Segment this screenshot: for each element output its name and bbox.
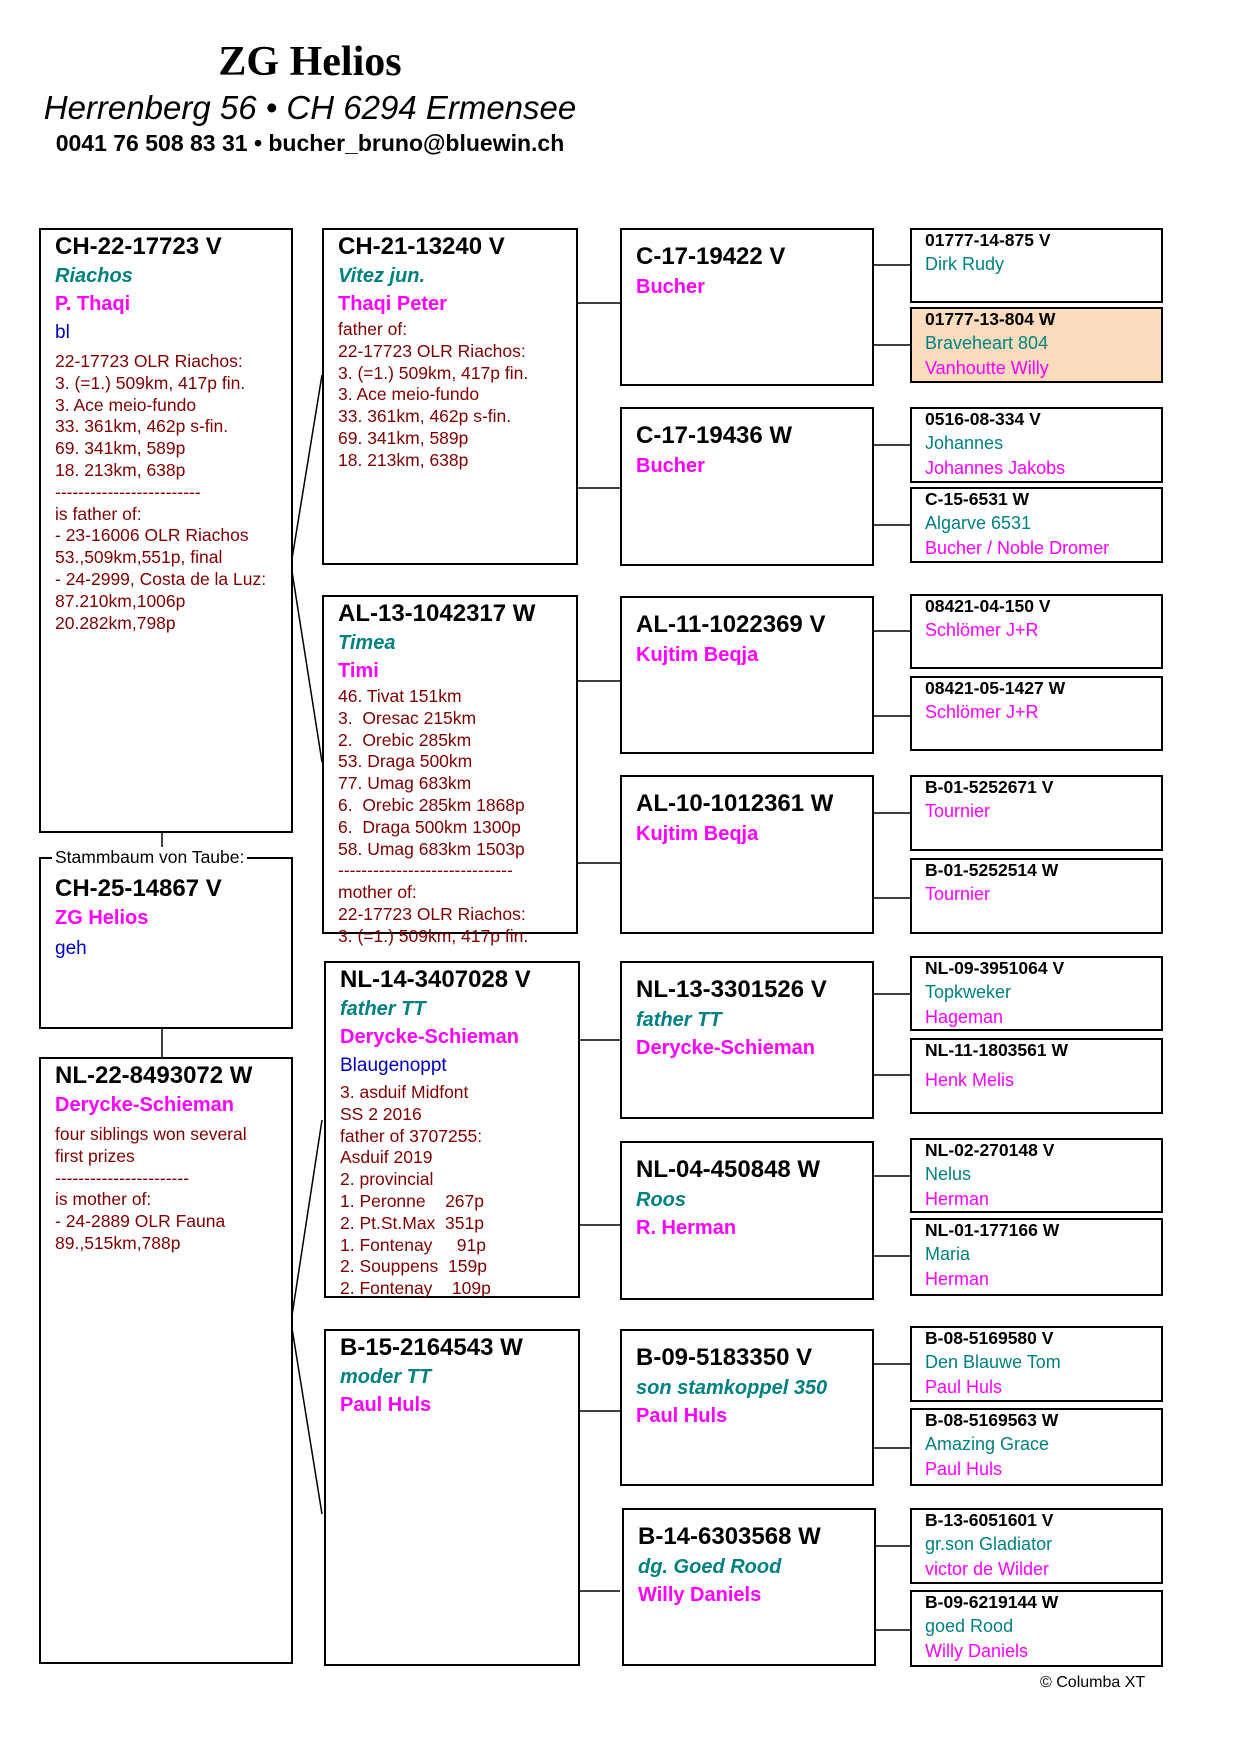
pigeon-name: Den Blauwe Tom <box>925 1352 1061 1372</box>
pigeon-breeder: Herman <box>925 1189 990 1209</box>
pigeon-ring: NL-13-3301526 V <box>636 976 827 1003</box>
pigeon-color: bl <box>55 322 70 343</box>
pigeon-breeder: Schlömer J+R <box>925 620 1039 640</box>
mother-card <box>39 1057 293 1664</box>
pigeon-ring: 0516-08-334 V <box>925 409 1041 429</box>
pigeon-name: gr.son Gladiator <box>925 1534 1053 1554</box>
pigeon-breeder: Tournier <box>925 884 991 904</box>
pigeon-ring: NL-01-177166 W <box>925 1220 1060 1240</box>
pigeon-breeder: P. Thaqi <box>55 293 131 315</box>
pigeon-name: Algarve 6531 <box>925 513 1032 533</box>
pigeon-breeder: Paul Huls <box>925 1377 1003 1397</box>
gen4-card <box>910 858 1163 934</box>
pigeon-ring: 01777-13-804 W <box>925 309 1056 329</box>
subject-card <box>39 857 293 1029</box>
pigeon-ring: NL-04-450848 W <box>636 1156 821 1183</box>
pigeon-ring: AL-13-1042317 W <box>338 600 536 627</box>
pigeon-color: geh <box>55 938 87 959</box>
gen4-card <box>910 487 1163 563</box>
gen4-card <box>910 1138 1163 1213</box>
pigeon-ring: NL-09-3951064 V <box>925 958 1065 978</box>
pigeon-breeder: Tournier <box>925 801 991 821</box>
pigeon-name: Riachos <box>55 265 133 287</box>
pigeon-name: goed Rood <box>925 1616 1014 1636</box>
pigeon-notes: 22-17723 OLR Riachos: 3. (=1.) 509km, 417p fin. 3. Ace meio-fundo 33. 361km, 462p s-fin. 69. 341km, 589p 18. 213km, 638p ------------------------- is father of: - 23-16006 OLR Riachos 53.,509km,551p, final - 24-2999, Costa de la Luz: 87.210km,1006p 20.282km,798p <box>55 351 267 633</box>
pigeon-ring: CH-25-14867 V <box>55 875 222 902</box>
pigeon-name: Maria <box>925 1244 971 1264</box>
breeder-address: Herrenberg 56 • CH 6294 Ermensee <box>43 89 577 126</box>
pigeon-breeder: Bucher / Noble Dromer <box>925 538 1110 558</box>
gen3-card <box>620 228 874 386</box>
pigeon-breeder: Paul Huls <box>340 1394 432 1416</box>
pigeon-ring: B-14-6303568 W <box>638 1523 821 1550</box>
pigeon-ring: CH-22-17723 V <box>55 233 222 260</box>
gen4-card <box>910 1508 1163 1584</box>
pigeon-breeder: Derycke-Schieman <box>55 1094 234 1116</box>
pigeon-name: son stamkoppel 350 <box>636 1377 828 1399</box>
pigeon-notes: 46. Tivat 151km 3. Oresac 215km 2. Orebic 285km 53. Draga 500km 77. Umag 683km 6. Orebic 285km 1868p 6. Draga 500km 1300p 58. Umag 683km 1503p ------------------------------ mother of: 22-17723 OLR Riachos: 3. (=1.) 509km, 417p fin. <box>338 686 529 946</box>
gen3-card <box>620 407 874 566</box>
pigeon-breeder: Herman <box>925 1269 990 1289</box>
gen3-card <box>622 1508 876 1666</box>
stammbaum-label: Stammbaum von Taube: <box>52 847 247 867</box>
pigeon-ring: B-08-5169580 V <box>925 1328 1054 1348</box>
pigeon-ring: B-15-2164543 W <box>340 1334 523 1361</box>
pigeon-ring: B-01-5252514 W <box>925 860 1059 880</box>
gen4-card <box>910 594 1163 669</box>
pigeon-color: Blaugenoppt <box>340 1055 447 1076</box>
pigeon-name: dg. Goed Rood <box>638 1556 782 1578</box>
pigeon-breeder: R. Herman <box>636 1217 737 1239</box>
copyright-note: © Columba XT <box>1040 1674 1146 1691</box>
pigeon-ring: NL-02-270148 V <box>925 1140 1055 1160</box>
pigeon-ring: NL-14-3407028 V <box>340 966 531 993</box>
pigeon-ring: AL-11-1022369 V <box>636 611 826 638</box>
gen4-card <box>910 1038 1163 1114</box>
pigeon-name: Nelus <box>925 1164 972 1184</box>
gen4-card <box>910 1408 1163 1486</box>
pigeon-ring: B-09-5183350 V <box>636 1344 813 1371</box>
gen3-card <box>620 1141 874 1300</box>
pigeon-name: father TT <box>636 1009 722 1031</box>
pigeon-ring: B-13-6051601 V <box>925 1510 1054 1530</box>
pigeon-notes: four siblings won several first prizes ----------------------- is mother of: - 24-2889 OLR Fauna 89.,515km,788p <box>55 1124 247 1253</box>
pigeon-ring: CH-21-13240 V <box>338 233 505 260</box>
pigeon-notes: father of: 22-17723 OLR Riachos: 3. (=1.) 509km, 417p fin. 3. Ace meio-fundo 33. 361km, 462p s-fin. 69. 341km, 589p 18. 213km, 638p <box>338 319 529 470</box>
pigeon-breeder: Timi <box>338 660 379 682</box>
pigeon-breeder: Paul Huls <box>636 1405 728 1427</box>
pigeon-ring: 01777-14-875 V <box>925 230 1051 250</box>
pigeon-breeder: Bucher <box>636 455 705 477</box>
pigeon-name: Braveheart 804 <box>925 333 1049 353</box>
pigeon-ring: NL-22-8493072 W <box>55 1062 253 1089</box>
pigeon-breeder: ZG Helios <box>55 907 149 929</box>
pigeon-name: Amazing Grace <box>925 1434 1050 1454</box>
gen4-card <box>910 676 1163 751</box>
pigeon-ring: C-17-19422 V <box>636 243 786 270</box>
pigeon-name: father TT <box>340 998 426 1020</box>
gen4-card <box>910 407 1163 483</box>
gen4-card <box>910 775 1163 851</box>
sire-father-card <box>322 228 578 565</box>
sire-mother-card <box>322 595 578 946</box>
pigeon-ring: B-08-5169563 W <box>925 1410 1059 1430</box>
pigeon-name: Dirk Rudy <box>925 254 1005 274</box>
gen3-card <box>620 1329 874 1486</box>
pigeon-breeder: Henk Melis <box>925 1070 1015 1090</box>
gen4-card <box>910 228 1163 303</box>
pigeon-ring: 08421-04-150 V <box>925 596 1051 616</box>
pigeon-breeder: Bucher <box>636 276 705 298</box>
gen3-card <box>620 961 874 1119</box>
pigeon-breeder: Paul Huls <box>925 1459 1003 1479</box>
pigeon-breeder: Kujtim Beqja <box>636 644 759 666</box>
dam-father-card <box>324 961 580 1298</box>
pigeon-breeder: Willy Daniels <box>638 1584 762 1606</box>
page-title: ZG Helios <box>218 39 402 85</box>
pigeon-breeder: Hageman <box>925 1007 1004 1027</box>
gen4-card <box>910 1218 1163 1296</box>
pigeon-breeder: Johannes Jakobs <box>925 458 1066 478</box>
dam-mother-card <box>324 1329 580 1666</box>
pigeon-name: Johannes <box>925 433 1004 453</box>
gen3-card <box>620 596 874 754</box>
pigeon-name: Timea <box>338 632 396 654</box>
gen4-card <box>910 1590 1163 1667</box>
pigeon-breeder: Derycke-Schieman <box>636 1037 815 1059</box>
pigeon-ring: B-09-6219144 W <box>925 1592 1059 1612</box>
pigeon-breeder: Schlömer J+R <box>925 702 1039 722</box>
pigeon-breeder: Vanhoutte Willy <box>925 358 1049 378</box>
pigeon-breeder: victor de Wilder <box>925 1559 1050 1579</box>
pigeon-ring: NL-11-1803561 W <box>925 1040 1068 1060</box>
pigeon-breeder: Kujtim Beqja <box>636 823 759 845</box>
breeder-contact: 0041 76 508 83 31 • bucher_bruno@bluewin.ch <box>55 130 565 156</box>
pigeon-ring: B-01-5252671 V <box>925 777 1054 797</box>
gen4-card <box>910 956 1163 1031</box>
pigeon-ring: 08421-05-1427 W <box>925 678 1066 698</box>
pigeon-name: Roos <box>636 1189 686 1211</box>
pigeon-breeder: Willy Daniels <box>925 1641 1029 1661</box>
pigeon-name: moder TT <box>340 1366 432 1388</box>
father-card <box>39 228 293 833</box>
pigeon-name: Vitez jun. <box>338 265 426 287</box>
gen3-card <box>620 775 874 934</box>
pigeon-name: Topkweker <box>925 982 1012 1002</box>
pigeon-ring: C-17-19436 W <box>636 422 793 449</box>
pigeon-notes: 3. asduif Midfont SS 2 2016 father of 3707255: Asduif 2019 2. provincial 1. Peronne 267p 2. Pt.St.Max 351p 1. Fontenay 91p 2. Souppens 159p 2. Fontenay 109p <box>340 1082 491 1299</box>
gen4-card <box>910 307 1163 383</box>
pigeon-breeder: Derycke-Schieman <box>340 1026 519 1048</box>
pigeon-breeder: Thaqi Peter <box>338 293 447 315</box>
pigeon-ring: C-15-6531 W <box>925 489 1030 509</box>
pigeon-ring: AL-10-1012361 W <box>636 790 834 817</box>
gen4-card <box>910 1326 1163 1402</box>
